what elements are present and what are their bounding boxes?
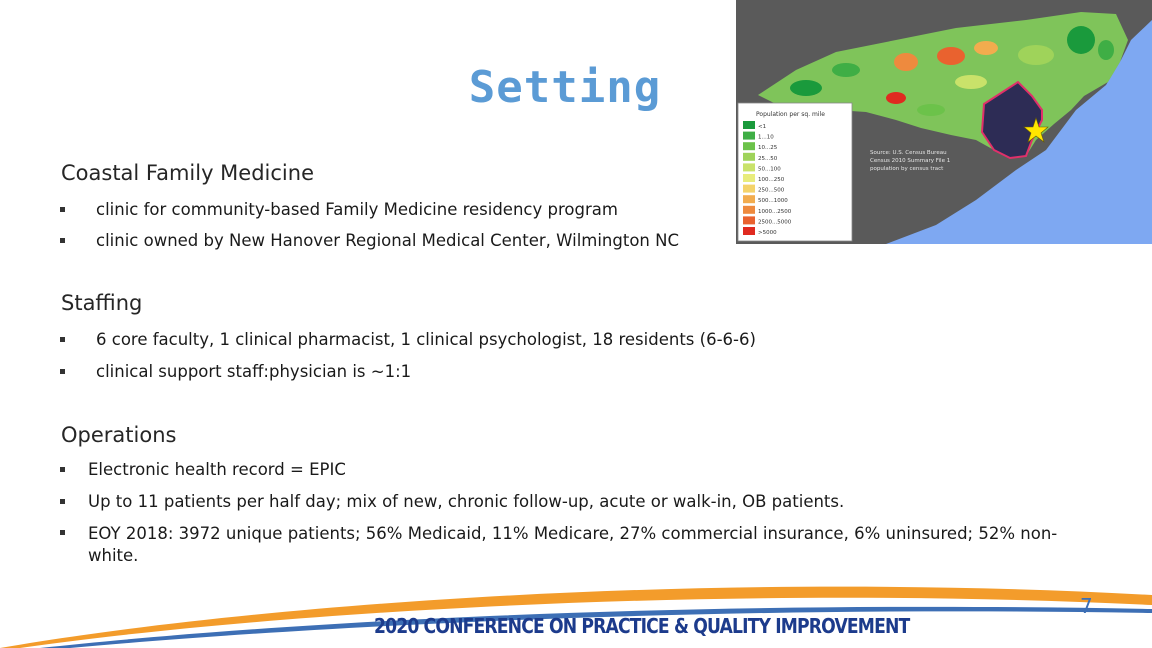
bullet-text: Electronic health record = EPIC: [88, 460, 346, 479]
map-source-line: Source: U.S. Census Bureau: [870, 150, 947, 156]
legend-swatch: [743, 206, 755, 214]
legend-swatch: [743, 163, 755, 171]
bullet-icon: [60, 467, 65, 472]
legend-swatch: [743, 227, 755, 235]
page-number: 7: [1080, 594, 1093, 618]
map-source-line: Census 2010 Summary File 1: [870, 158, 951, 164]
legend-swatch: [743, 142, 755, 150]
conference-footer-text: 2020 CONFERENCE ON PRACTICE & QUALITY IMPROVEMENT: [374, 614, 910, 638]
section-heading-operations: Operations: [61, 423, 177, 447]
legend-swatch: [743, 195, 755, 203]
legend-label: 250...500: [758, 187, 785, 194]
slide-title: Setting: [468, 62, 662, 113]
bullet-icon: [60, 337, 65, 342]
section-heading-staffing: Staffing: [61, 291, 143, 315]
legend-label: 2500...5000: [758, 219, 792, 226]
legend-label: 25...50: [758, 155, 778, 162]
bullet-icon: [60, 369, 65, 374]
map-legend-title: Population per sq. mile: [756, 111, 825, 118]
legend-label: <1: [758, 124, 767, 130]
legend-swatch: [743, 174, 755, 182]
legend-swatch: [743, 153, 755, 161]
legend-label: 50...100: [758, 166, 781, 173]
bullet-text: 6 core faculty, 1 clinical pharmacist, 1 clinical psychologist, 18 residents (6-6-6): [96, 330, 756, 349]
population-density-map: [736, 0, 1152, 244]
bullet-icon: [60, 207, 65, 212]
legend-swatch: [743, 132, 755, 140]
bullet-icon: [60, 499, 65, 504]
legend-label: 500...1000: [758, 198, 788, 205]
legend-swatch: [743, 121, 755, 129]
bullet-text: clinic for community-based Family Medicine residency program: [96, 200, 618, 219]
bullet-text: Up to 11 patients per half day; mix of new, chronic follow-up, acute or walk-in, OB patients.: [88, 492, 845, 511]
legend-label: 100...250: [758, 177, 785, 183]
legend-label: 1000...2500: [758, 208, 792, 215]
section-heading-coastal: Coastal Family Medicine: [61, 161, 314, 185]
legend-swatch: [743, 216, 755, 224]
legend-label: 10...25: [758, 145, 778, 152]
legend-label: >5000: [758, 230, 777, 236]
legend-swatch: [743, 185, 755, 193]
bullet-text: clinic owned by New Hanover Regional Medical Center, Wilmington NC: [96, 231, 679, 250]
bullet-text: clinical support staff:physician is ~1:1: [96, 362, 412, 381]
map-source-line: population by census tract: [870, 166, 944, 172]
bullet-icon: [60, 530, 65, 535]
map-legend-box: [738, 103, 852, 241]
bullet-text: EOY 2018: 3972 unique patients; 56% Medicaid, 11% Medicare, 27% commercial insurance, 6% uninsured; 52% non-white.: [88, 524, 1058, 565]
bullet-icon: [60, 238, 65, 243]
legend-label: 1...10: [758, 134, 774, 141]
